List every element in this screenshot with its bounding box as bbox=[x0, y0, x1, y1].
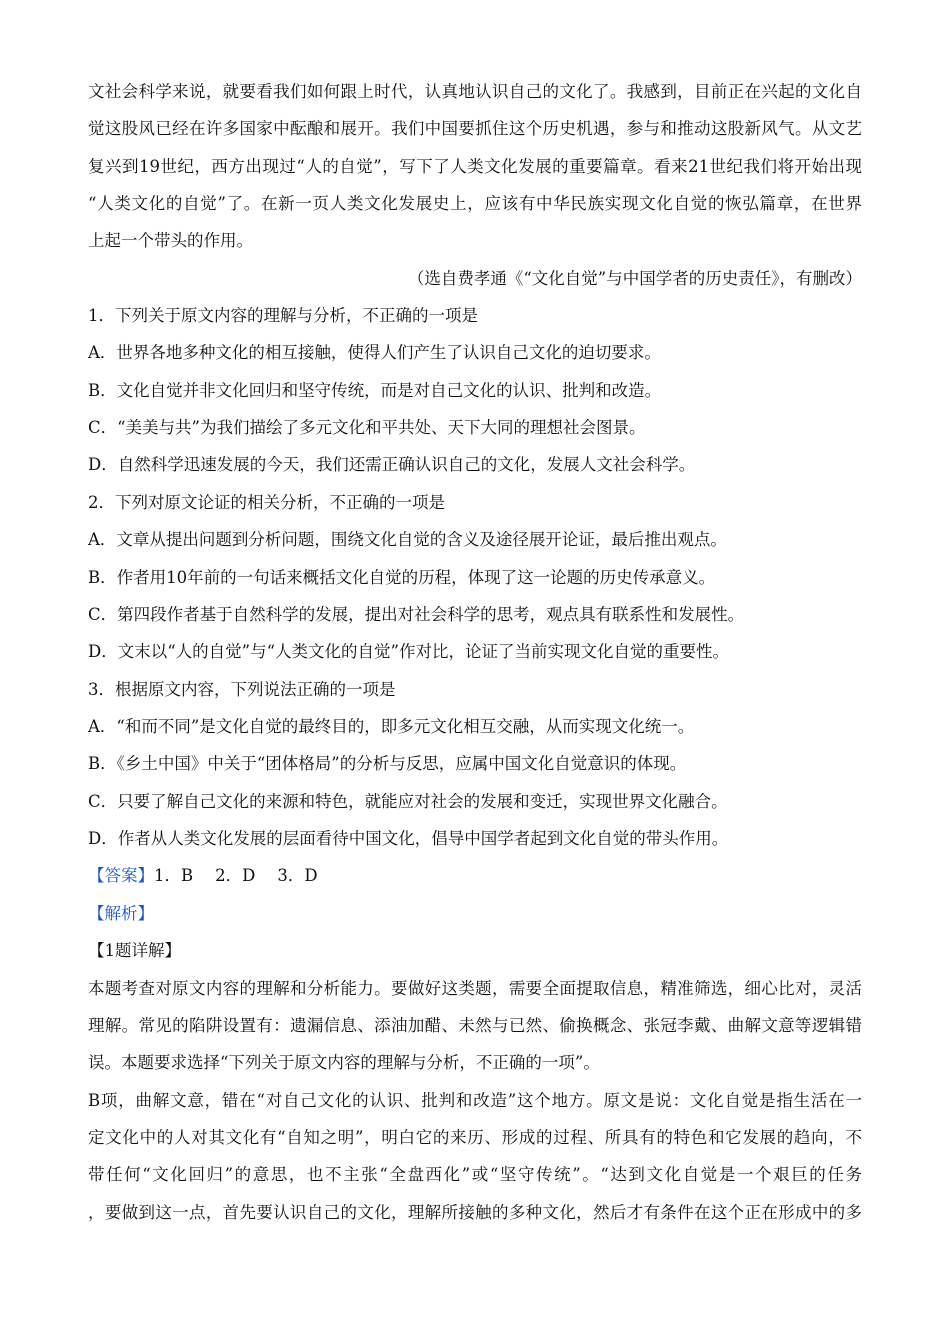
answer-item: 3．D bbox=[277, 866, 318, 885]
passage-line: 复兴到19世纪，西方出现过“人的自觉”，写下了人类文化发展的重要篇章。看来21世纪我们将开始出现 bbox=[88, 157, 862, 176]
question-option: A．世界各地多种文化的相互接触，使得人们产生了认识自己文化的迫切要求。 bbox=[88, 343, 661, 362]
question-option: B．《乡土中国》中关于“团体格局”的分析与反思，应属中国文化自觉意识的体现。 bbox=[88, 754, 687, 773]
solution-line: 带任何“文化回归”的意思，也不主张“全盘西化”或“坚守传统”。“达到文化自觉是一个艰巨的任务 bbox=[88, 1165, 862, 1184]
question-option: C．“美美与共”为我们描绘了多元文化和平共处、天下大同的理想社会图景。 bbox=[88, 418, 646, 437]
solution-line: 定文化中的人对其文化有“自知之明”，明白它的来历、形成的过程、所具有的特色和它发展的趋向，不 bbox=[88, 1128, 862, 1147]
question-option: A．“和而不同”是文化自觉的最终目的，即多元文化相互交融，从而实现文化统一。 bbox=[88, 717, 695, 736]
passage-line: 文社会科学来说，就要看我们如何跟上时代，认真地认识自己的文化了。我感到，目前正在兴起的文化自 bbox=[88, 82, 862, 101]
solution-line: 本题考查对原文内容的理解和分析能力。要做好这类题，需要全面提取信息，精准筛选，细心比对，灵活 bbox=[88, 979, 862, 998]
answer-label: 【答案】 bbox=[88, 866, 154, 885]
question-option: A．文章从提出问题到分析问题，围绕文化自觉的含义及途径展开论证，最后推出观点。 bbox=[88, 530, 727, 549]
question-option: C．第四段作者基于自然科学的发展，提出对社会科学的思考，观点具有联系性和发展性。 bbox=[88, 605, 745, 624]
solution-line: 误。本题要求选择“下列关于原文内容的理解与分析，不正确的一项”。 bbox=[88, 1053, 600, 1072]
solution-line: 理解。常见的陷阱设置有：遗漏信息、添油加醋、未然与已然、偷换概念、张冠李戴、曲解文意等逻辑错 bbox=[88, 1016, 862, 1035]
solution-line: B项，曲解文意，错在“对自己文化的认识、批判和改造”这个地方。原文是说：文化自觉是指生活在一 bbox=[88, 1091, 862, 1110]
question-option: D．自然科学迅速发展的今天，我们还需正确认识自己的文化，发展人文社会科学。 bbox=[88, 455, 696, 474]
passage-line: 上起一个带头的作用。 bbox=[88, 231, 253, 250]
question-option: D．作者从人类文化发展的层面看待中国文化，倡导中国学者起到文化自觉的带头作用。 bbox=[88, 829, 729, 848]
question-stem: 2．下列对原文论证的相关分析，不正确的一项是 bbox=[88, 493, 445, 512]
solution-line: ，要做到这一点，首先要认识自己的文化，理解所接触的多种文化，然后才有条件在这个正在形成中的多 bbox=[88, 1203, 862, 1222]
question-stem: 3．根据原文内容，下列说法正确的一项是 bbox=[88, 680, 396, 699]
question-option: B．文化自觉并非文化回归和坚守传统，而是对自己文化的认识、批判和改造。 bbox=[88, 381, 662, 400]
question-option: B．作者用10年前的一句话来概括文化自觉的历程，体现了这一论题的历史传承意义。 bbox=[88, 568, 716, 587]
passage-line: 觉这股风已经在许多国家中酝酿和展开。我们中国要抓住这个历史机遇，参与和推动这股新风气。从文艺 bbox=[88, 119, 862, 138]
answer-item: 1．B bbox=[154, 866, 194, 885]
solution-label: 【解析】 bbox=[88, 904, 154, 923]
question-option: C．只要了解自己文化的来源和特色，就能应对社会的发展和变迁，实现世界文化融合。 bbox=[88, 792, 728, 811]
solution-sub-label: 【1题详解】 bbox=[88, 941, 181, 960]
question-option: D．文末以“人的自觉”与“人类文化的自觉”作对比，论证了当前实现文化自觉的重要性。 bbox=[88, 642, 729, 661]
answer-item: 2．D bbox=[215, 866, 256, 885]
answer-row bbox=[88, 864, 862, 888]
question-stem: 1．下列关于原文内容的理解与分析，不正确的一项是 bbox=[88, 306, 478, 325]
passage-line: “人类文化的自觉”了。在新一页人类文化发展史上，应该有中华民族实现文化自觉的恢弘篇章，在世界 bbox=[88, 194, 862, 213]
passage-source: （选自费孝通《“文化自觉”与中国学者的历史责任》，有删改） bbox=[407, 269, 862, 288]
